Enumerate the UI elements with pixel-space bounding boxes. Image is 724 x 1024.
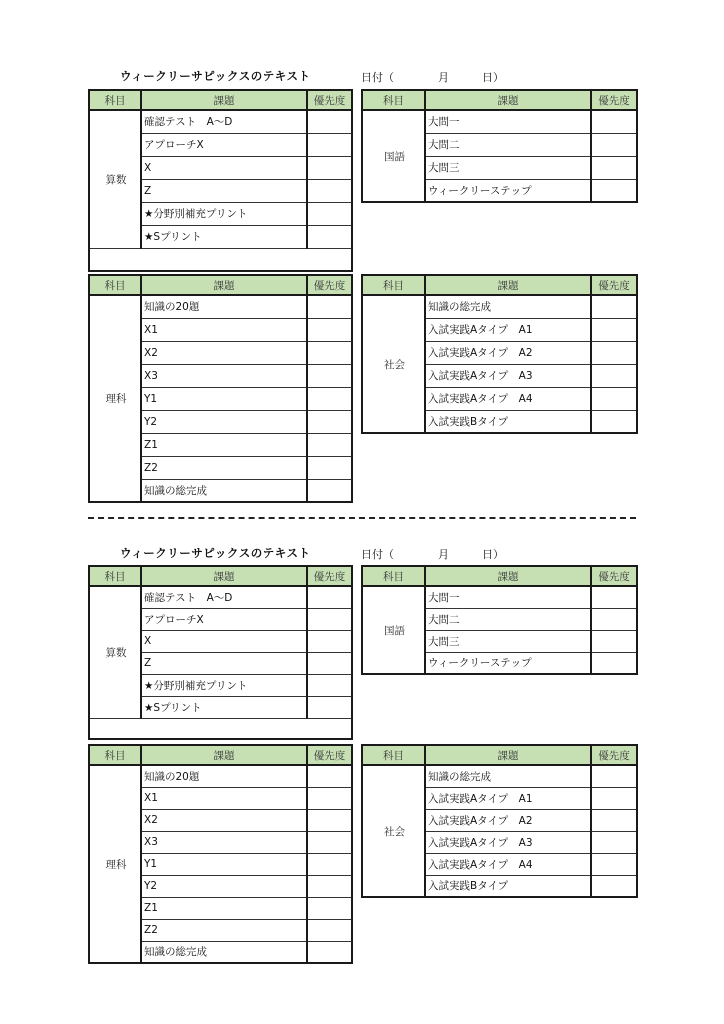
header-subject: 科目 [89,745,141,765]
task-name: X3 [141,831,307,853]
header-row [89,90,352,110]
subject-label: 国語 [362,110,425,202]
priority-cell[interactable] [591,809,637,831]
priority-cell[interactable] [591,765,637,787]
header-priority: 優先度 [591,566,637,586]
task-name: 確認テスト A〜D [141,110,307,133]
priority-cell[interactable] [591,179,637,202]
header-task: 課題 [141,745,307,765]
priority-cell[interactable] [307,586,352,608]
task-name: X [141,630,307,652]
task-name: 大問一 [425,586,591,608]
task-name: X1 [141,787,307,809]
spacer-cell [89,248,352,271]
task-name: ★Sプリント [141,696,307,718]
sheet1-math-table [88,89,353,272]
priority-cell[interactable] [307,133,352,156]
sheet1-japanese-table [361,89,638,203]
priority-cell[interactable] [591,133,637,156]
task-name: アプローチX [141,608,307,630]
task-row [89,586,352,608]
task-name: Z [141,179,307,202]
subject-label: 社会 [362,295,425,433]
task-row [362,586,637,608]
task-name: 大問二 [425,133,591,156]
priority-cell[interactable] [307,853,352,875]
subject-label: 算数 [89,110,141,248]
task-name: ウィークリーステップ [425,179,591,202]
task-name: 知識の20題 [141,295,307,318]
cut-line-divider [88,517,636,519]
priority-cell[interactable] [591,318,637,341]
task-name: X [141,156,307,179]
priority-cell[interactable] [591,295,637,318]
header-priority: 優先度 [591,745,637,765]
task-name: 入試実践Aタイプ A1 [425,318,591,341]
header-subject: 科目 [362,566,425,586]
priority-cell[interactable] [307,875,352,897]
header-priority: 優先度 [307,275,352,295]
header-row [362,745,637,765]
task-name: 知識の20題 [141,765,307,787]
task-name: 入試実践Bタイプ [425,410,591,433]
task-name: Y1 [141,387,307,410]
task-name: X2 [141,341,307,364]
priority-cell[interactable] [591,341,637,364]
task-name: 知識の総完成 [425,765,591,787]
sheet1-science-table [88,274,353,503]
header-subject: 科目 [362,275,425,295]
spacer-row [89,248,352,271]
sheet1-social-table [361,274,638,434]
priority-cell[interactable] [307,295,352,318]
header-row [362,566,637,586]
priority-cell[interactable] [591,831,637,853]
header-row [362,90,637,110]
priority-cell[interactable] [591,364,637,387]
header-subject: 科目 [89,566,141,586]
header-task: 課題 [141,275,307,295]
task-name: Y2 [141,410,307,433]
header-row [362,275,637,295]
task-name: X2 [141,809,307,831]
priority-cell[interactable] [591,110,637,133]
header-subject: 科目 [362,90,425,110]
task-name: Y1 [141,853,307,875]
priority-cell[interactable] [307,674,352,696]
date-field[interactable]: 日付（ 月 日） [361,548,504,561]
priority-cell[interactable] [307,897,352,919]
priority-cell[interactable] [307,696,352,718]
spacer-row [89,718,352,739]
task-name: Z2 [141,919,307,941]
task-name: Z1 [141,897,307,919]
priority-cell[interactable] [307,341,352,364]
header-subject: 科目 [89,90,141,110]
priority-cell[interactable] [591,787,637,809]
task-name: 入試実践Aタイプ A4 [425,387,591,410]
task-name: 入試実践Aタイプ A3 [425,364,591,387]
header-task: 課題 [141,566,307,586]
priority-cell[interactable] [591,652,637,674]
priority-cell[interactable] [307,630,352,652]
priority-cell[interactable] [307,225,352,248]
priority-cell[interactable] [307,156,352,179]
header-task: 課題 [425,90,591,110]
task-name: Z2 [141,456,307,479]
task-row [89,295,352,318]
header-task: 課題 [425,745,591,765]
task-name: Z1 [141,433,307,456]
priority-cell[interactable] [307,433,352,456]
priority-cell[interactable] [307,941,352,963]
task-name: 確認テスト A〜D [141,586,307,608]
task-row [362,110,637,133]
priority-cell[interactable] [307,919,352,941]
task-name: X3 [141,364,307,387]
task-row [89,110,352,133]
task-name: Z [141,652,307,674]
task-name: 入試実践Bタイプ [425,875,591,897]
task-row [362,765,637,787]
task-name: 大問三 [425,156,591,179]
header-priority: 優先度 [591,275,637,295]
priority-cell[interactable] [307,364,352,387]
header-task: 課題 [141,90,307,110]
task-name: 大問三 [425,630,591,652]
header-priority: 優先度 [307,566,352,586]
priority-cell[interactable] [307,608,352,630]
priority-cell[interactable] [307,765,352,787]
priority-cell[interactable] [307,652,352,674]
task-name: 大問一 [425,110,591,133]
header-subject: 科目 [89,275,141,295]
header-task: 課題 [425,566,591,586]
priority-cell[interactable] [307,809,352,831]
subject-label: 算数 [89,586,141,718]
header-priority: 優先度 [307,745,352,765]
subject-label: 理科 [89,765,141,963]
priority-cell[interactable] [591,156,637,179]
subject-label: 国語 [362,586,425,674]
task-name: 入試実践Aタイプ A1 [425,787,591,809]
task-name: 入試実践Aタイプ A2 [425,341,591,364]
priority-cell[interactable] [307,110,352,133]
priority-cell[interactable] [591,875,637,897]
priority-cell[interactable] [591,630,637,652]
spacer-cell [89,718,352,739]
priority-cell[interactable] [307,387,352,410]
task-name: ★Sプリント [141,225,307,248]
sheet2-social-table [361,744,638,898]
task-name: 知識の総完成 [425,295,591,318]
task-name: ★分野別補充プリント [141,202,307,225]
header-row [89,566,352,586]
task-row [89,765,352,787]
subject-label: 社会 [362,765,425,897]
priority-cell[interactable] [307,202,352,225]
task-name: ウィークリーステップ [425,652,591,674]
priority-cell[interactable] [307,479,352,502]
header-priority: 優先度 [591,90,637,110]
task-name: ★分野別補充プリント [141,674,307,696]
sheet-title: ウィークリーサピックスのテキスト [120,546,311,560]
priority-cell[interactable] [307,179,352,202]
task-name: X1 [141,318,307,341]
task-name: Y2 [141,875,307,897]
priority-cell[interactable] [307,831,352,853]
header-row [89,745,352,765]
priority-cell[interactable] [591,410,637,433]
sheet2-math-table [88,565,353,740]
priority-cell[interactable] [307,787,352,809]
header-task: 課題 [425,275,591,295]
sheet-title: ウィークリーサピックスのテキスト [120,69,311,83]
subject-label: 理科 [89,295,141,502]
task-name: 入試実践Aタイプ A2 [425,809,591,831]
priority-cell[interactable] [591,387,637,410]
sheet2-science-table [88,744,353,964]
priority-cell[interactable] [591,608,637,630]
task-name: 知識の総完成 [141,479,307,502]
header-row [89,275,352,295]
priority-cell[interactable] [591,853,637,875]
task-name: 入試実践Aタイプ A3 [425,831,591,853]
task-name: 入試実践Aタイプ A4 [425,853,591,875]
header-priority: 優先度 [307,90,352,110]
header-subject: 科目 [362,745,425,765]
task-name: 大問二 [425,608,591,630]
priority-cell[interactable] [307,456,352,479]
task-name: アプローチX [141,133,307,156]
priority-cell[interactable] [307,318,352,341]
priority-cell[interactable] [307,410,352,433]
task-row [362,295,637,318]
priority-cell[interactable] [591,586,637,608]
sheet2-japanese-table [361,565,638,675]
date-field[interactable]: 日付（ 月 日） [361,71,504,84]
task-name: 知識の総完成 [141,941,307,963]
